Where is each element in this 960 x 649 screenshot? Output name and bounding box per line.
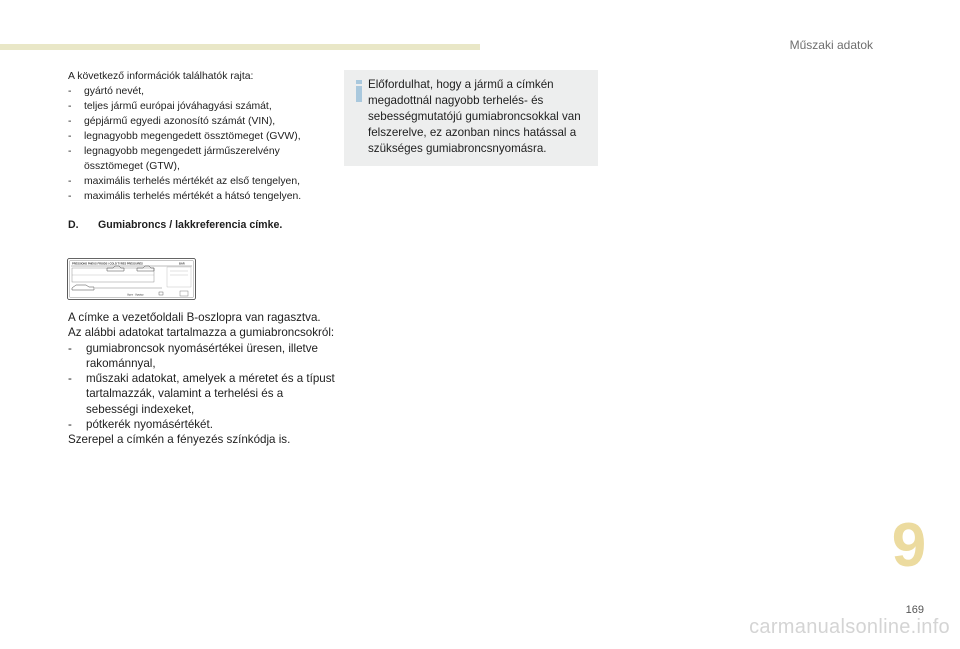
info-note — [344, 70, 598, 166]
note-text: Előfordulhat, hogy a jármű a címkén megadottnál nagyobb terhelés- és sebességmutatójú gumiabroncsokkal van felszerelve, ez azonban nincs hatással a szükséges gumiabroncsnyomásra. — [368, 78, 581, 155]
info-list — [68, 84, 338, 204]
list-item: - műszaki adatokat, amelyek a méretet és a típust tartalmazzák, valamint a terhelési és a sebességi indexeket, — [68, 372, 335, 416]
paragraph: A címke a vezetőoldali B-oszlopra van ragasztva. — [68, 311, 321, 324]
page-number: 169 — [905, 604, 924, 616]
list-item: - legnagyobb megengedett járműszerelvény össztömeget (GTW), — [68, 146, 280, 172]
list-item: - teljes jármű európai jóváhagyási számát, — [68, 101, 272, 112]
section-title: Műszaki adatok — [789, 38, 873, 52]
list-item: - maximális terhelés mértékét az első tengelyen, — [68, 176, 300, 187]
heading-text: Gumiabroncs / lakkreferencia címke. — [98, 219, 283, 231]
intro-text: A következő információk találhatók rajta: — [68, 71, 254, 82]
tyre-info-list — [68, 341, 338, 433]
tyre-label-heading — [68, 219, 282, 231]
label-header-text: PRESSIONS PNEUS FROIDS / COLD TYRES PRESSURES — [72, 262, 143, 266]
list-item: - pótkerék nyomásértékét. — [68, 418, 213, 432]
header-accent-bar — [0, 44, 480, 50]
heading-letter: D. — [68, 219, 79, 231]
paragraph: Az alábbi adatokat tartalmazza a gumiabroncsokról: — [68, 326, 335, 340]
tyre-pressure-label-illustration — [67, 258, 196, 300]
list-item: - gyártó nevét, — [68, 86, 145, 97]
list-item: - gumiabroncsok nyomásértékei üresen, illetve rakománnyal, — [68, 341, 318, 370]
info-icon — [353, 80, 365, 102]
vehicle-label-info — [68, 69, 338, 204]
list-item: - gépjármű egyedi azonosító számát (VIN), — [68, 116, 276, 127]
label-bottom-text: Vgom · Vgeptyp — [127, 294, 144, 297]
tyre-label-description — [68, 310, 338, 448]
watermark: carmanualsonline.info — [749, 616, 950, 638]
list-item: - maximális terhelés mértékét a hátsó tengelyen. — [68, 191, 302, 202]
label-corner-text: BAR — [179, 262, 185, 266]
list-item: - legnagyobb megengedett össztömeget (GVW), — [68, 131, 301, 142]
paragraph: Szerepel a címkén a fényezés színkódja is. — [68, 433, 291, 447]
chapter-number: 9 — [891, 511, 927, 580]
